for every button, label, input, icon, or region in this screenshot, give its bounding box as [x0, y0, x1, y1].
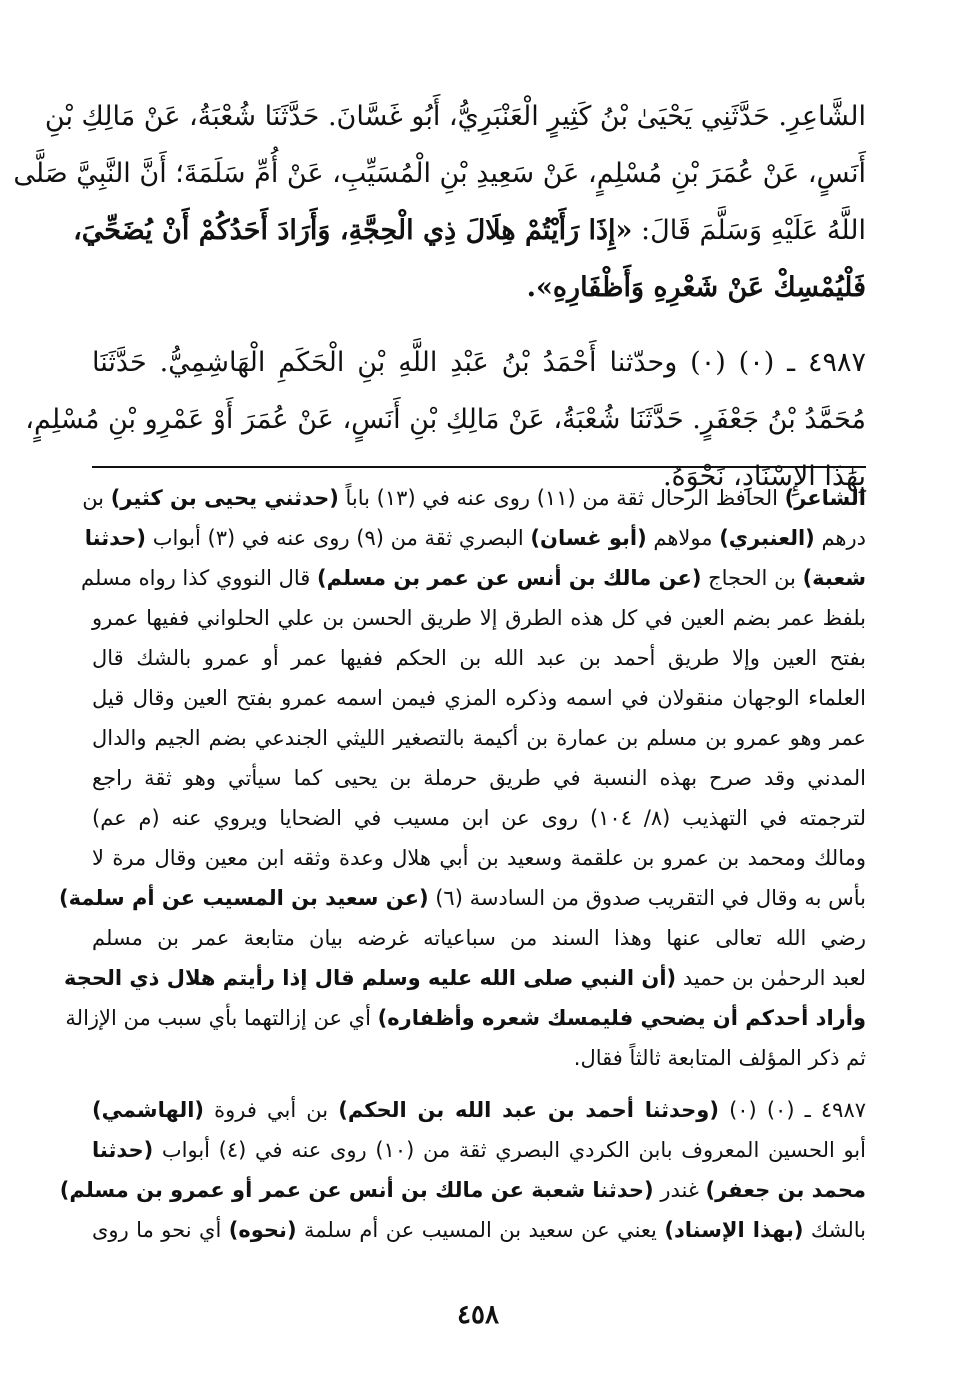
commentary-line [81, 558, 866, 598]
commentary-line [92, 1130, 866, 1170]
bold-term: (عن مالك بن أنس عن عمر بن مسلم) [317, 566, 702, 590]
commentary-line [65, 998, 866, 1038]
hadith-line: ٤٩٨٧ ـ (٠) (٠) وحدّثنا أَحْمَدُ بْنُ عَبْدِ اللَّهِ بْنِ الْحَكَمِ الْهَاشِمِيُّ. حَدَّثَنَا [92, 347, 866, 378]
plain-text: بالشك [803, 1218, 867, 1242]
commentary-line [63, 958, 866, 998]
hadith-matn-bold: فَلْيُمْسِكْ عَنْ شَعْرِهِ وَأَظْفَارِهِ». [526, 272, 866, 303]
plain-text: درهم [814, 526, 866, 550]
bold-term: (حدثني يحيى بن كثير) [110, 486, 339, 510]
bold-term: (حدثنا [92, 1138, 154, 1162]
hadith-line-part: اللَّهُ عَلَيْهِ وَسَلَّمَ قَالَ: [632, 215, 866, 246]
commentary-line [59, 878, 866, 918]
plain-text: غندر [653, 1178, 706, 1202]
bold-term: (أبو غسان) [530, 526, 647, 550]
hadith-line: بِهَٰذَا الإِسْنَادِ، نَحْوَهُ. [662, 461, 866, 492]
hadith-matn-bold: «إِذَا رَأَيْتُمْ هِلَالَ ذِي الْحِجَّةِ، وَأَرَادَ أَحَدُكُمْ أَنْ يُضَحِّيَ، [73, 215, 633, 246]
plain-text: بن [82, 486, 111, 510]
hadith-line: أَنَسٍ، عَنْ عُمَرَ بْنِ مُسْلِمٍ، عَنْ سَعِيدِ بْنِ الْمُسَيِّبِ، عَنْ أُمِّ سَلَمَةَ؛ أَنَّ النَّبِيَّ صَلَّى [13, 158, 866, 189]
commentary-line: ومالك ومحمد بن عمرو بن علقمة وسعيد بن أبي هلال وعدة وثقه ابن معين وقال مرة لا [92, 846, 866, 870]
commentary-line: بلفظ عمر بضم العين في كل هذه الطرق إلا طريق الحسن بن علي الحلواني ففيها عمرو [92, 606, 866, 630]
commentary-line [92, 1210, 866, 1250]
commentary-line: العلماء الوجهان منقولان في اسمه وذكره المزي فيمن اسمه عمرو بفتح العين وقال قيل [92, 686, 866, 710]
bold-term: شعبة) [802, 566, 866, 590]
plain-text: الحافظ الرحال ثقة من (١١) روى عنه في (١٣) باباً [338, 486, 785, 510]
plain-text: أي عن إزالتهما بأي سبب من الإزالة [65, 1006, 378, 1030]
bold-term: (العنبري) [719, 526, 815, 550]
commentary-line: بفتح العين وإلا طريق أحمد بن عبد الله بن الحكم ففيها عمر أو عمرو بالشك قال [92, 646, 866, 670]
plain-text: بن الحجاج [701, 566, 803, 590]
bold-term: الشاعر) [784, 486, 866, 510]
bold-term: (أن النبي صلى الله عليه وسلم قال إذا رأيتم هلال ذي الحجة [63, 966, 677, 990]
plain-text: بأس به وقال في التقريب صدوق من السادسة (٦) [428, 886, 866, 910]
bold-term: (حدثنا [84, 526, 147, 550]
commentary-line: رضي الله تعالى عنها وهذا السند من سباعياته غرضه بيان متابعة عمر بن مسلم [92, 926, 866, 950]
commentary-line: ثم ذكر المؤلف المتابعة ثالثاً فقال. [573, 1046, 866, 1070]
plain-text: لعبد الرحمٰن بن حميد [676, 966, 866, 990]
bold-term: محمد بن جعفر) [705, 1178, 866, 1202]
hadith-text [13, 88, 866, 505]
plain-text: أبو الحسين المعروف بابن الكردي البصري ثقة من (١٠) روى عنه في (٤) أبواب [153, 1138, 866, 1162]
plain-text: أي نحو ما روى [92, 1218, 229, 1242]
footnote-divider [92, 466, 866, 468]
commentary-line [92, 1090, 866, 1130]
commentary-line [59, 1170, 866, 1210]
plain-text: قال النووي كذا رواه مسلم [81, 566, 317, 590]
bold-term: (بهذا الإسناد) [664, 1218, 804, 1242]
bold-term: (الهاشمي) [92, 1098, 205, 1122]
plain-text: البصري ثقة من (٩) روى عنه في (٣) أبواب [146, 526, 531, 550]
bold-term: (نحوه) [228, 1218, 297, 1242]
bold-term: وأراد أحدكم أن يضحي فليمسك شعره وأظفاره) [377, 1006, 866, 1030]
plain-text: بن أبي فروة [204, 1098, 339, 1122]
hadith-line: مُحَمَّدُ بْنُ جَعْفَرٍ. حَدَّثَنَا شُعْبَةُ، عَنْ مَالِكِ بْنِ أَنَسٍ، عَنْ عُمَرَ أَوْ عَمْرِو بْنِ مُسْلِمٍ، [25, 404, 866, 435]
bold-term: (وحدثنا أحمد بن عبد الله بن الحكم) [338, 1098, 719, 1122]
hadith-line [73, 202, 866, 259]
bold-term: (حدثنا شعبة عن مالك بن أنس عن عمر أو عمرو بن مسلم) [59, 1178, 654, 1202]
commentary-line [84, 518, 866, 558]
commentary-line: عمر وهو عمرو بن مسلم بن عمارة بن أكيمة بالتصغير الليثي الجندعي بضم الجيم والدال [92, 726, 866, 750]
commentary-line [82, 478, 866, 518]
commentary-line: المدني وقد صرح بهذه النسبة في طريق حرملة بن يحيى كما سيأتي وهو ثقة راجع [92, 766, 866, 790]
plain-text: ٤٩٨٧ ـ (٠) (٠) [718, 1098, 867, 1122]
commentary-line: لترجمته في التهذيب (٨/ ١٠٤) روى عن ابن مسيب في الضحايا ويروي عنه (م عم) [92, 806, 866, 830]
plain-text: مولاهم [646, 526, 720, 550]
hadith-line: الشَّاعِرِ. حَدَّثَنِي يَحْيَىٰ بْنُ كَثِيرٍ الْعَنْبَرِيُّ، أَبُو غَسَّانَ. حَدَّثَنَا شُعْبَةُ، عَنْ مَالِكِ بْنِ [44, 101, 866, 132]
commentary [59, 478, 867, 1250]
page-number: ٤٥٨ [457, 1300, 499, 1330]
plain-text: يعني عن سعيد بن المسيب عن أم سلمة [296, 1218, 665, 1242]
bold-term: (عن سعيد بن المسيب عن أم سلمة) [59, 886, 429, 910]
